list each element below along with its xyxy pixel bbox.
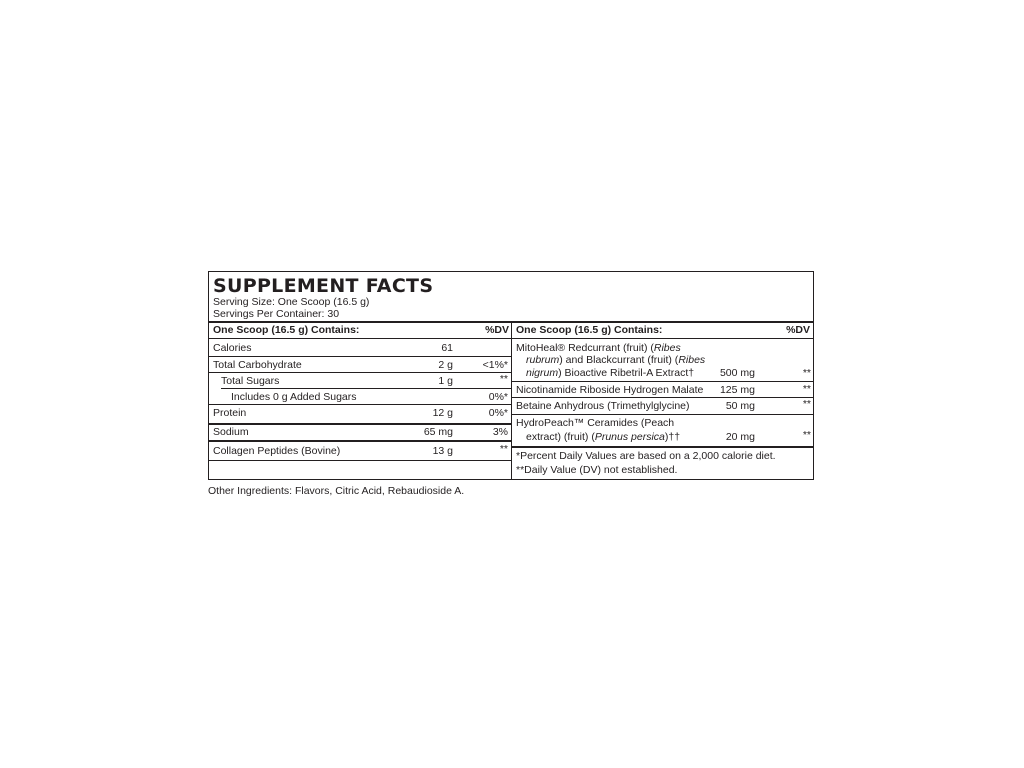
hydropeach-line2: extract) (fruit) (Prunus persica)†† [526, 431, 681, 443]
servings-per-container: Servings Per Container: 30 [213, 308, 340, 320]
row-collagen-name: Collagen Peptides (Bovine) [213, 445, 341, 457]
row-divider [209, 356, 511, 357]
mitoheal-line3: nigrum) Bioactive Ribetril-A Extract† [526, 367, 695, 379]
nicotinamide-amount: 125 mg [719, 384, 755, 396]
row-carb-amount: 2 g [438, 359, 453, 371]
hydropeach-amount: 20 mg [725, 431, 755, 443]
supplement-facts-panel [208, 271, 814, 480]
row-sodium-name: Sodium [213, 426, 249, 438]
nicotinamide-name: Nicotinamide Riboside Hydrogen Malate [516, 384, 704, 396]
other-ingredients: Other Ingredients: Flavors, Citric Acid, Rebaudioside A. [208, 485, 465, 497]
panel-title: SUPPLEMENT FACTS [213, 275, 434, 297]
footnote-dv-not-established: **Daily Value (DV) not established. [516, 464, 678, 476]
row-divider [512, 414, 813, 415]
footnote-dv-basis: *Percent Daily Values are based on a 2,000 calorie diet. [516, 450, 776, 462]
row-added-sugars-dv: 0%* [488, 391, 508, 403]
row-sugars-amount: 1 g [438, 375, 453, 387]
mitoheal-line2: rubrum) and Blackcurrant (fruit) (Ribes [526, 354, 706, 366]
row-added-sugars-name: Includes 0 g Added Sugars [231, 391, 357, 403]
betaine-amount: 50 mg [725, 400, 755, 412]
column-divider [511, 322, 512, 480]
row-thick-divider [209, 423, 511, 425]
row-calories-name: Calories [213, 342, 252, 354]
left-header-rule [209, 338, 511, 339]
right-header-dv: %DV [786, 324, 810, 336]
row-protein-name: Protein [213, 407, 247, 419]
row-divider [512, 397, 813, 398]
right-header-label: One Scoop (16.5 g) Contains: [516, 324, 663, 336]
footnote-thick-rule [512, 446, 813, 448]
left-header-label: One Scoop (16.5 g) Contains: [213, 324, 360, 336]
row-protein-amount: 12 g [432, 407, 453, 419]
row-divider [209, 460, 511, 461]
row-calories-amount: 61 [441, 342, 453, 354]
mitoheal-dv: ** [802, 367, 811, 379]
row-divider [512, 381, 813, 382]
left-header-dv: %DV [485, 324, 509, 336]
row-sugars-dv: ** [499, 373, 508, 385]
row-sodium-dv: 3% [492, 426, 508, 438]
row-collagen-dv: ** [499, 443, 508, 455]
mitoheal-line1: MitoHeal® Redcurrant (fruit) (Ribes [516, 342, 681, 354]
nicotinamide-dv: ** [802, 383, 811, 395]
row-carb-dv: <1%* [482, 359, 508, 371]
row-sugars-name: Total Sugars [221, 375, 280, 387]
row-carb-name: Total Carbohydrate [213, 359, 302, 371]
serving-size: Serving Size: One Scoop (16.5 g) [213, 296, 370, 308]
hydropeach-line1: HydroPeach™ Ceramides (Peach [516, 417, 675, 429]
row-collagen-amount: 13 g [432, 445, 453, 457]
mitoheal-amount: 500 mg [719, 367, 755, 379]
hydropeach-dv: ** [802, 429, 811, 441]
row-protein-dv: 0%* [488, 407, 508, 419]
row-divider [221, 388, 511, 389]
row-divider [209, 404, 511, 405]
betaine-dv: ** [802, 398, 811, 410]
row-thick-divider [209, 440, 511, 442]
row-sodium-amount: 65 mg [423, 426, 453, 438]
right-header-rule [512, 338, 813, 339]
betaine-name: Betaine Anhydrous (Trimethylglycine) [516, 400, 690, 412]
